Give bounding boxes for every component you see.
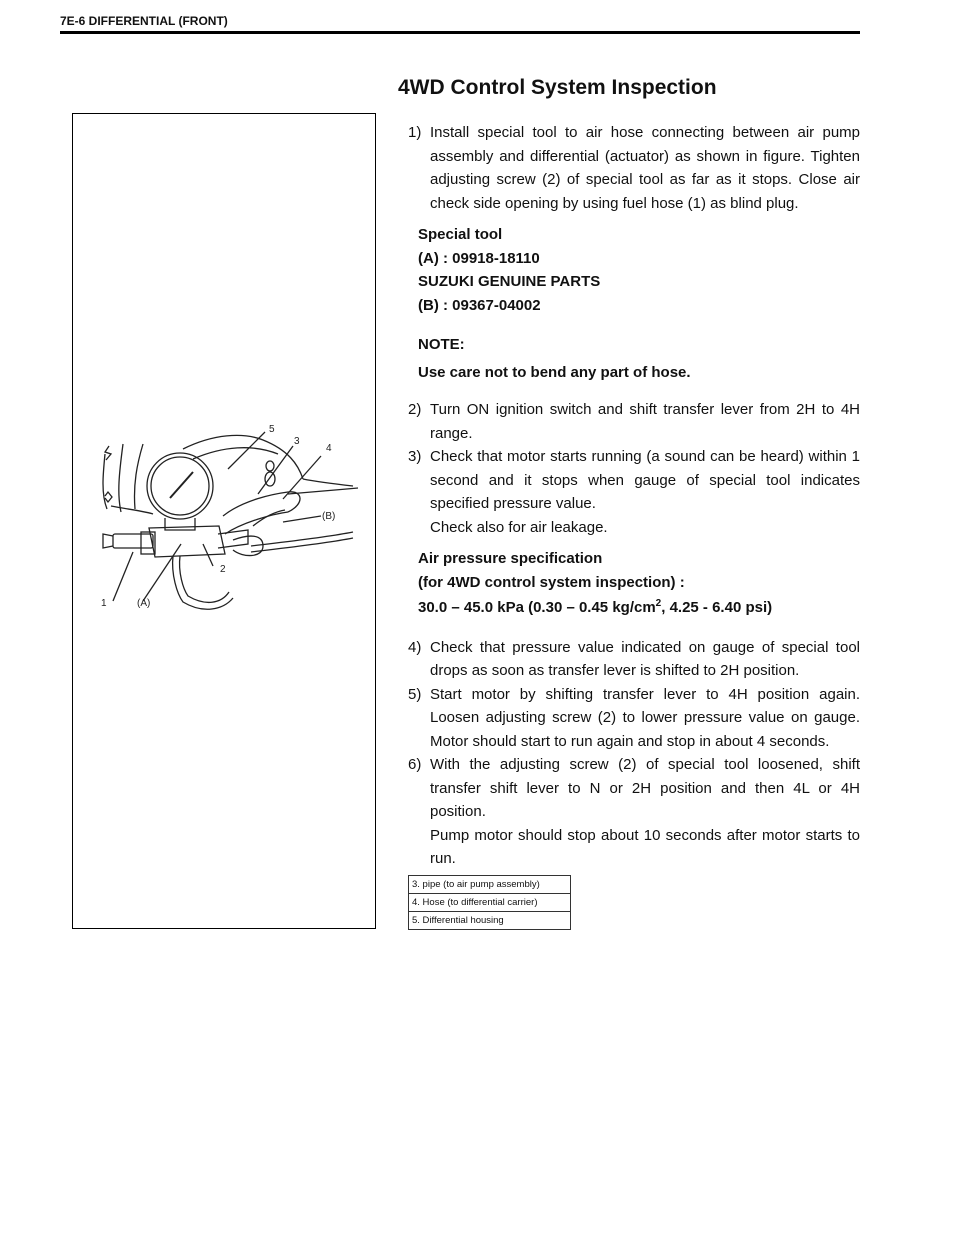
legend-item: 5. Differential housing <box>409 912 571 930</box>
gauge-illustration <box>73 114 375 928</box>
steps-group-c <box>408 636 860 871</box>
legend-item: 4. Hose (to differential carrier) <box>409 894 571 912</box>
special-tool-b: (B) : 09367-04002 <box>418 296 541 314</box>
header-rule <box>60 31 860 34</box>
step-text: Turn ON ignition switch and shift transfer lever from 2H to 4H range. <box>430 401 860 442</box>
step-text: Check that motor starts running (a sound can be heard) within 1 second and it stops when gauge of special tool indicates specified pressure value. <box>430 448 860 512</box>
figure-label-1: 1 <box>101 598 107 609</box>
figure-label-4: 4 <box>326 443 332 454</box>
figure-label-5: 5 <box>269 424 275 435</box>
page-header: 7E-6 DIFFERENTIAL (FRONT) <box>60 14 228 28</box>
step-extra: Check also for air leakage. <box>430 518 608 536</box>
legend-row <box>409 894 571 912</box>
step-number: 1) <box>408 124 422 141</box>
step-number: 3) <box>408 448 422 465</box>
legend-table <box>408 875 571 930</box>
special-tool-block <box>418 223 860 317</box>
spec-heading: Air pressure specification <box>418 550 603 567</box>
legend-row <box>409 876 571 894</box>
instructions <box>408 121 860 871</box>
special-tool-heading: Special tool <box>418 226 503 243</box>
figure-label-2: 2 <box>220 564 226 575</box>
legend-item: 3. pipe (to air pump assembly) <box>409 876 571 894</box>
spec-value <box>418 596 860 620</box>
step-2 <box>408 398 860 445</box>
step-number: 4) <box>408 638 422 656</box>
step-text: With the adjusting screw (2) of special tool loosened, shift transfer shift lever to N or 2H position and then 4L or 4H position. <box>430 756 860 820</box>
spec-value-pre: 30.0 – 45.0 kPa (0.30 – 0.45 kg/cm <box>418 599 656 616</box>
step-text: Check that pressure value indicated on gauge of special tool drops as soon as transfer lever is shifted to 2H position. <box>430 638 860 679</box>
figure-label-3: 3 <box>294 436 300 447</box>
step-1 <box>408 121 860 215</box>
step-text: Start motor by shifting transfer lever to 4H position again. Loosen adjusting screw (2) to lower pressure value on gauge. Motor should start to run again and stop in about 4 seconds. <box>430 685 860 750</box>
step-3 <box>408 445 860 539</box>
step-5 <box>408 683 860 754</box>
spec-value-sup: 2 <box>655 598 662 609</box>
step-4 <box>408 636 860 683</box>
steps-group-b <box>408 398 860 539</box>
step-number: 6) <box>408 756 422 773</box>
special-tool-a: (A) : 09918-18110 <box>418 249 540 267</box>
note-block <box>418 333 860 384</box>
spec-block <box>418 547 860 620</box>
section-title: 4WD Control System Inspection <box>398 76 717 99</box>
step-number: 5) <box>408 685 422 703</box>
step-number: 2) <box>408 401 422 418</box>
legend-row <box>409 912 571 930</box>
figure-frame <box>72 113 376 929</box>
figure-label-a: (A) <box>137 598 151 609</box>
step-extra: Pump motor should stop about 10 seconds after motor starts to run. <box>430 826 860 867</box>
figure-label-b: (B) <box>322 511 336 522</box>
note-text: Use care not to bend any part of hose. <box>418 363 691 381</box>
special-tool-genuine: SUZUKI GENUINE PARTS <box>418 273 601 290</box>
step-text: Install special tool to air hose connecting between air pump assembly and differential (actuator) as shown in figure. Tighten adjusting screw (2) of special tool as far as it stops. Close air check side opening by using fuel hose (1) as blind plug. <box>430 124 860 212</box>
spec-subheading: (for 4WD control system inspection) : <box>418 573 685 591</box>
step-6 <box>408 753 860 871</box>
spec-value-post: , 4.25 - 6.40 psi) <box>661 599 773 616</box>
note-label: NOTE: <box>418 336 465 353</box>
